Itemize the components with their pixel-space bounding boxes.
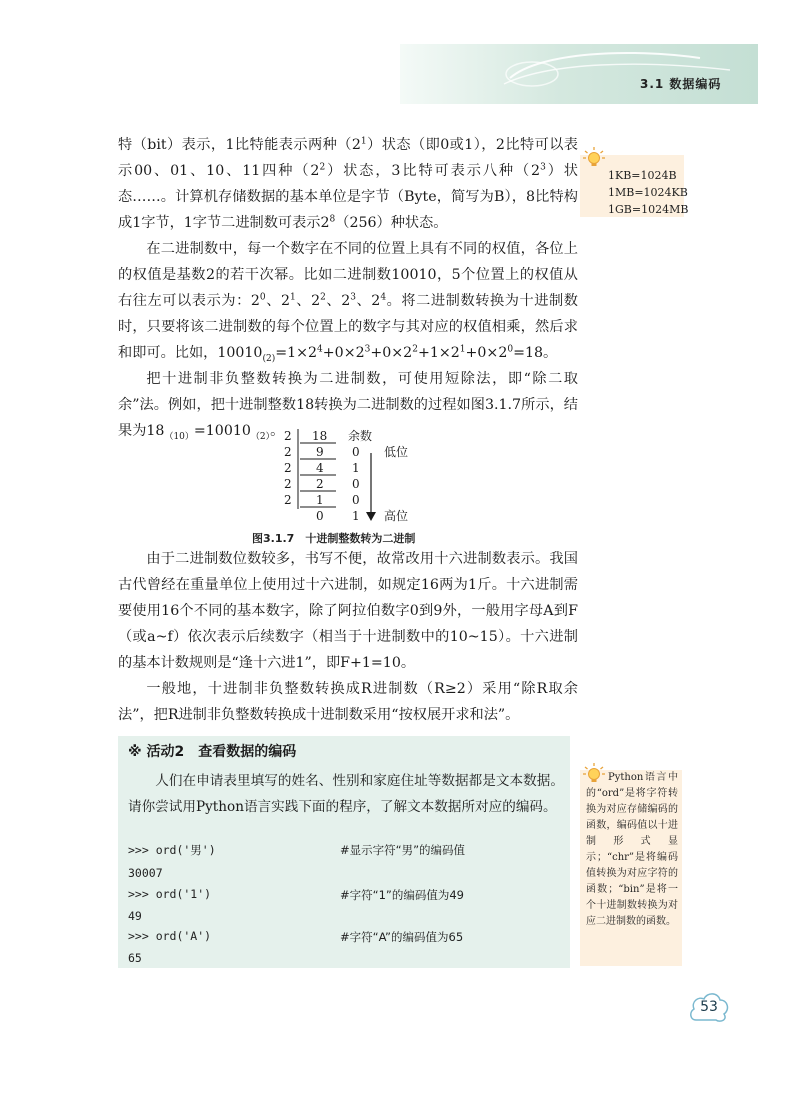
quotient: 9	[316, 445, 324, 459]
section-title: 3.1 数据编码	[640, 77, 722, 91]
activity-text: 人们在申请表里填写的姓名、性别和家庭住址等数据都是文本数据。请你尝试用Python语言实践下面的程序，了解文本数据所对应的编码。	[128, 773, 564, 815]
header-swoosh-decoration	[400, 44, 758, 104]
remainder: 0	[352, 477, 360, 491]
divisor: 2	[284, 493, 292, 507]
short-division-diagram	[260, 425, 460, 525]
paragraph-short-division: 把十进制非负整数转换为二进制数，可使用短除法，即“除二取余”法。例如，把十进制整数18转换为二进制数的过程如图3.1.7所示，结果为$18_{(10)}=10010_{(2)}$。	[118, 371, 578, 442]
paragraph-radix-conversion: 一般地，十进制非负整数转换成R进制数（R≥2）采用“除R取余法”，把R进制非负整数转换成十进制数采用“按权展开求和法”。	[118, 681, 578, 723]
activity-heading: ※ 活动2 查看数据的编码	[128, 744, 297, 760]
remainder: 0	[352, 445, 360, 459]
lightbulb-icon	[582, 146, 606, 170]
quotient: 0	[316, 509, 324, 523]
code-output: 49	[128, 909, 142, 923]
quotient: 1	[316, 493, 324, 507]
code-output: 65	[128, 951, 142, 965]
figure-caption: 图3.1.7 十进制整数转为二进制	[252, 532, 416, 545]
code-output: 30007	[128, 866, 163, 880]
code-input: >>> ord('男')	[128, 843, 216, 857]
paragraph-binary-weights: 在二进制数中，每一个数字在不同的位置上具有不同的权值，各位上的权值是基数2的若干次幂。比如二进制数10010，5个位置上的权值从右往左可以表示为：$2^0$、$2^1$、$2^2$、$2^3$、$2^4$。将二进制数转换为十进制数时，只要将该二进制数的每个位置上的数字与其对应的权值相乘，然后求和即可。比如，$10010_{(2)}=1\times 2^4+0\times 2^3+0\times 2^2+1\times 2^1+0\times 2^0=18$。	[118, 241, 578, 364]
page-number: 53	[700, 999, 718, 1015]
paragraph-bits: 特（bit）表示，1比特能表示两种$(2^1)$状态（即0或1），2比特可以表示00、01、10、11四种$(2^2)$状态，3比特可表示八种$(2^3)$状态……。计算机存储数据的基本单位是字节（Byte，简写为B），8比特构成1字节，1字节二进制数可表示$2^8(256)$种状态。	[118, 136, 578, 231]
remainder: 0	[352, 493, 360, 507]
divisor: 2	[284, 429, 292, 443]
remainder: 1	[352, 461, 360, 475]
side-note-python-text: Python语言中的“ord”是将字符转换为对应存储编码的函数，编码值以十进制形式显示；“chr”是将编码值转换为对应字符的函数；“bin”是将一个十进制数转换为对应二进制数的函数。	[586, 772, 678, 927]
divisor: 2	[284, 445, 292, 459]
code-comment: #显示字符“男”的编码值	[340, 843, 466, 857]
quotient: 18	[312, 429, 328, 443]
high-bit-label: 高位	[384, 509, 409, 523]
remainder: 1	[352, 509, 360, 523]
main-text	[118, 132, 578, 444]
low-bit-label: 低位	[384, 445, 409, 459]
note-mb: 1MB=1024KB	[608, 186, 688, 199]
header-band	[400, 44, 758, 104]
divisor: 2	[284, 477, 292, 491]
quotient: 4	[316, 461, 324, 475]
code-comment: #字符“A”的编码值为65	[340, 930, 464, 944]
code-input: >>> ord('A')	[128, 929, 212, 943]
remainder-header: 余数	[348, 429, 373, 443]
divisor: 2	[284, 461, 292, 475]
note-gb: 1GB=1024MB	[608, 203, 689, 216]
code-input: >>> ord('1')	[128, 887, 212, 901]
code-comment: #字符“1”的编码值为49	[340, 888, 465, 902]
paragraph-hexadecimal: 由于二进制数位数较多，书写不便，故常改用十六进制数表示。我国古代曾经在重量单位上使用过十六进制，如规定16两为1斤。十六进制需要使用16个不同的基本数字，除了阿拉伯数字0到9外，一般用字母A到F（或a~f）依次表示后续数字（相当于十进制数中的10~15）。十六进制的基本计数规则是“逢十六进1”，即F+1=10。	[118, 551, 578, 671]
note-kb: 1KB=1024B	[608, 169, 677, 182]
quotient: 2	[316, 477, 324, 491]
main-text-lower	[118, 546, 578, 728]
